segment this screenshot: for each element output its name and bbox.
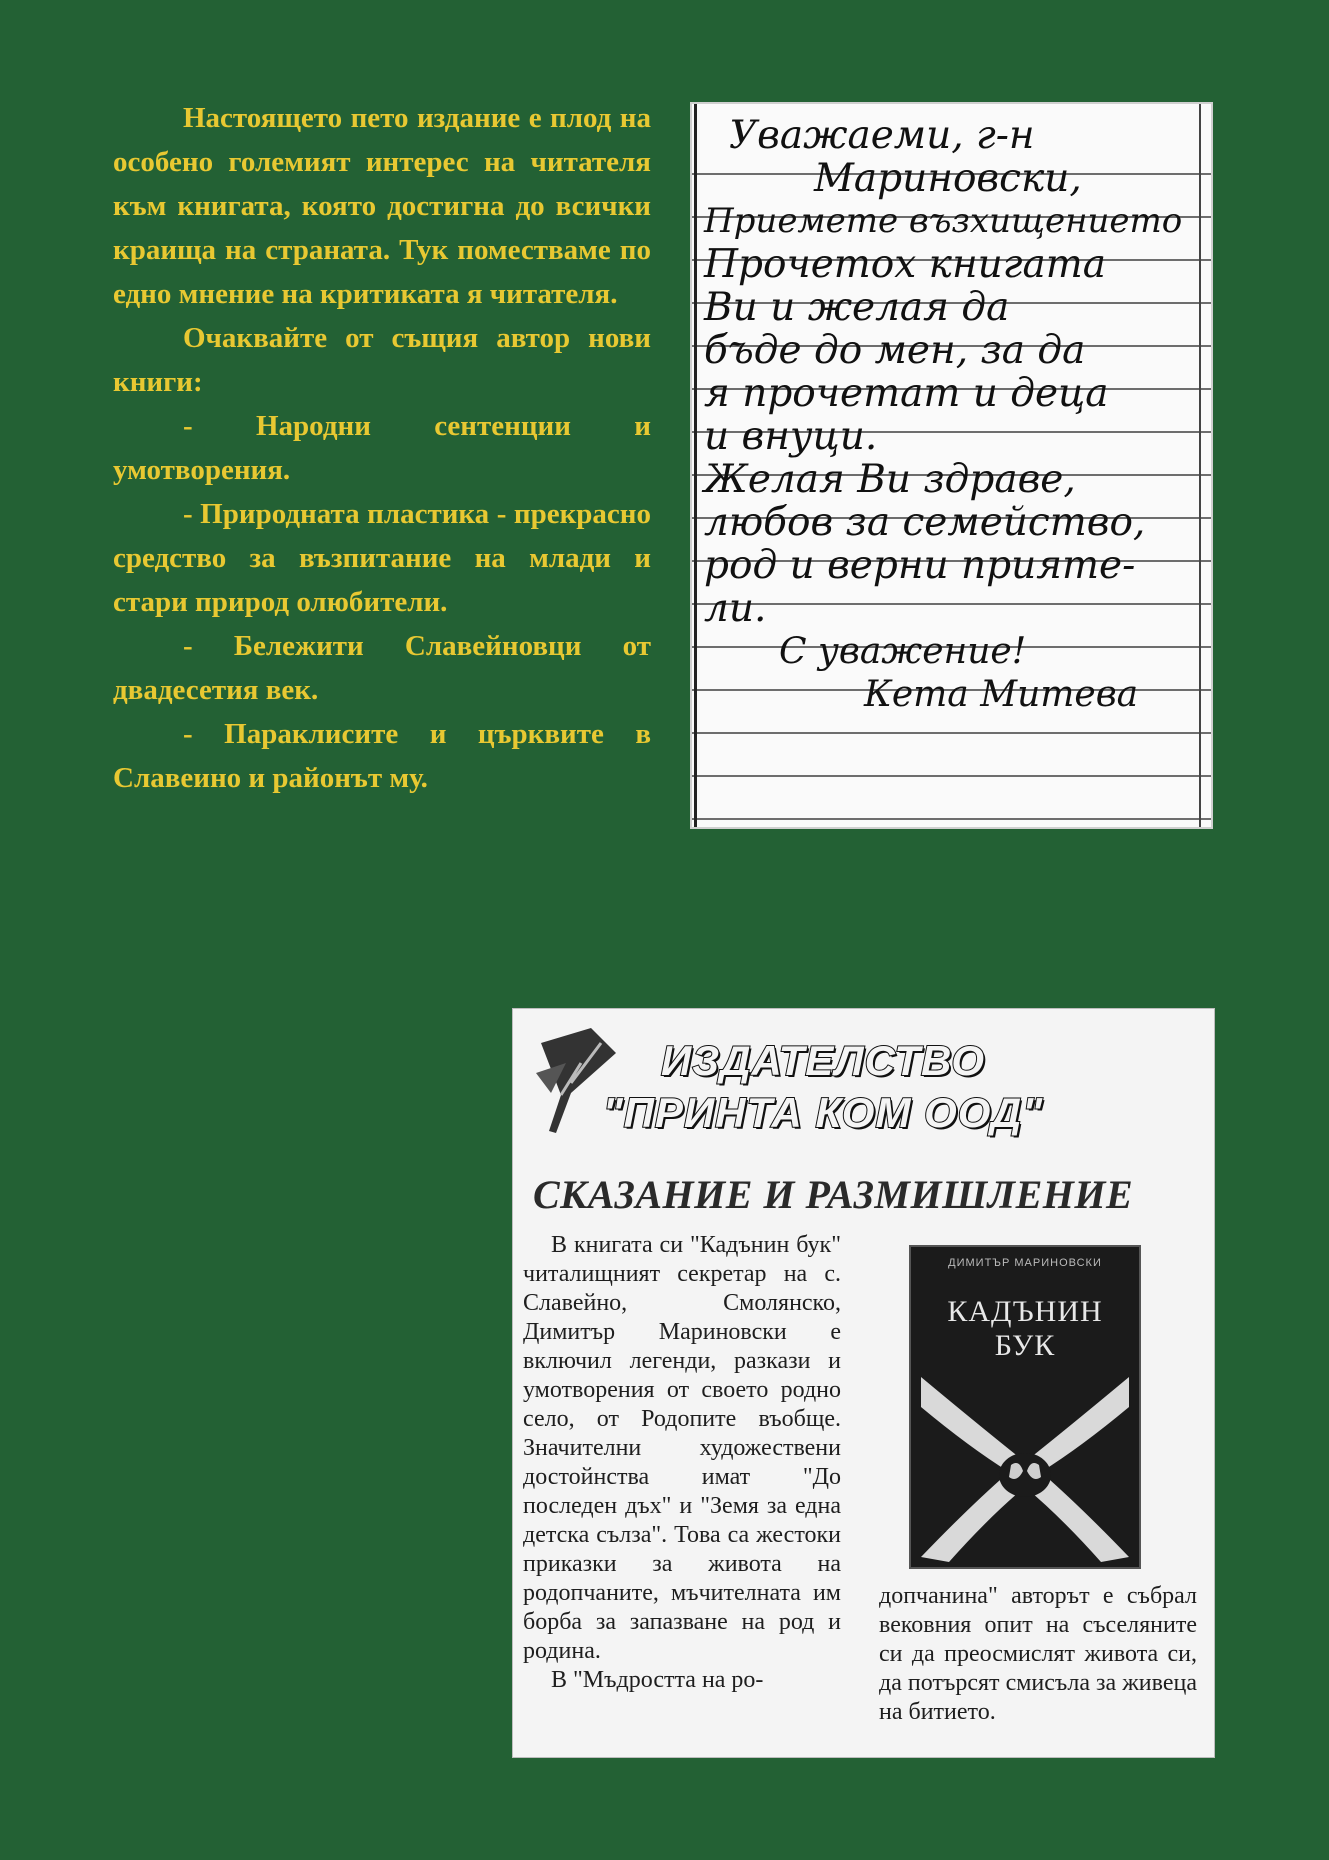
letter-line: Приемете възхищението (704, 201, 1183, 241)
letter-line: Уважаеми, г-н (729, 113, 1035, 158)
letter-line: Мариновски, (814, 156, 1082, 201)
letter-line: ли. (704, 586, 767, 631)
cover-roots-illustration (911, 1367, 1139, 1567)
letter-line: род и верни прияте- (704, 543, 1136, 588)
upcoming-book-item: - Народни сентенции и умотворения. (113, 410, 651, 486)
publisher-line: ИЗДАТЕЛСТВО (661, 1037, 985, 1084)
intro-text-block (113, 96, 651, 800)
letter-line: я прочетат и деца (704, 371, 1109, 416)
letter-line: Прочетох книгата (704, 242, 1106, 287)
publisher-title (593, 1035, 1053, 1139)
article-paragraph: В книгата си "Кадънин бук" читалищният секретар на с. Славейно, Смолянско, Димитър Мариновски е включил легенди, разкази и умотворения от своето родно село, от Родопите въобще. Значителни художествени достойнства имат "До последен дъх" и "Земя за една детска сълза". Това са жестоки приказки за живота на родопчаните, мъчителната им борба за запазване на род и родина. (523, 1232, 841, 1664)
letter-line: и внуци. (704, 414, 878, 459)
letter-signature: Кета Митева (864, 674, 1139, 715)
intro-paragraph: Настоящето пето издание е плод на особено големият интерес на читателя към книгата, която достигна до всички краища на страната. Тук поместваме по едно мнение на критиката я читателя. (113, 102, 651, 310)
article-paragraph: В "Мъдростта на ро- (551, 1667, 764, 1693)
cover-title-line: КАДЪНИН (947, 1295, 1103, 1328)
letter-margin-line (694, 104, 697, 827)
article-paragraph: допчанина" авторът е събрал вековния опит на съселяните си да преосмислят живота си, да потърсят смисъла за живеца на битието. (879, 1583, 1197, 1725)
upcoming-book-item: - Параклисите и църквите в Славеино и районът му. (113, 718, 651, 794)
newspaper-clipping (512, 1008, 1215, 1758)
article-column-right (879, 1582, 1197, 1727)
letter-line: любов за семейство, (704, 500, 1146, 545)
letter-line: бъде до мен, за да (704, 328, 1086, 373)
letter-line: Желая Ви здраве, (704, 457, 1076, 502)
letter-closing: С уважение! (779, 631, 1027, 672)
upcoming-book-item: - Бележити Славейновци от двадесетия век. (113, 630, 651, 706)
letter-line: Ви и желая да (704, 285, 1010, 330)
handwritten-letter (690, 102, 1213, 829)
upcoming-book-item: - Природната пластика - прекрасно средство за възпитание на млади и стари природ олюбители. (113, 498, 651, 618)
article-headline: СКАЗАНИЕ И РАЗМИШЛЕНИЕ (533, 1172, 1134, 1217)
cover-title (911, 1295, 1139, 1363)
letter-text (704, 114, 1209, 716)
intro-paragraph: Очаквайте от същия автор нови книги: (113, 322, 651, 398)
cover-author: ДИМИТЪР МАРИНОВСКИ (948, 1257, 1102, 1269)
cover-title-line: БУК (994, 1329, 1056, 1362)
publisher-line: "ПРИНТА КОМ ООД" (602, 1089, 1044, 1136)
article-column-left (523, 1231, 841, 1695)
book-cover-image (909, 1245, 1141, 1569)
